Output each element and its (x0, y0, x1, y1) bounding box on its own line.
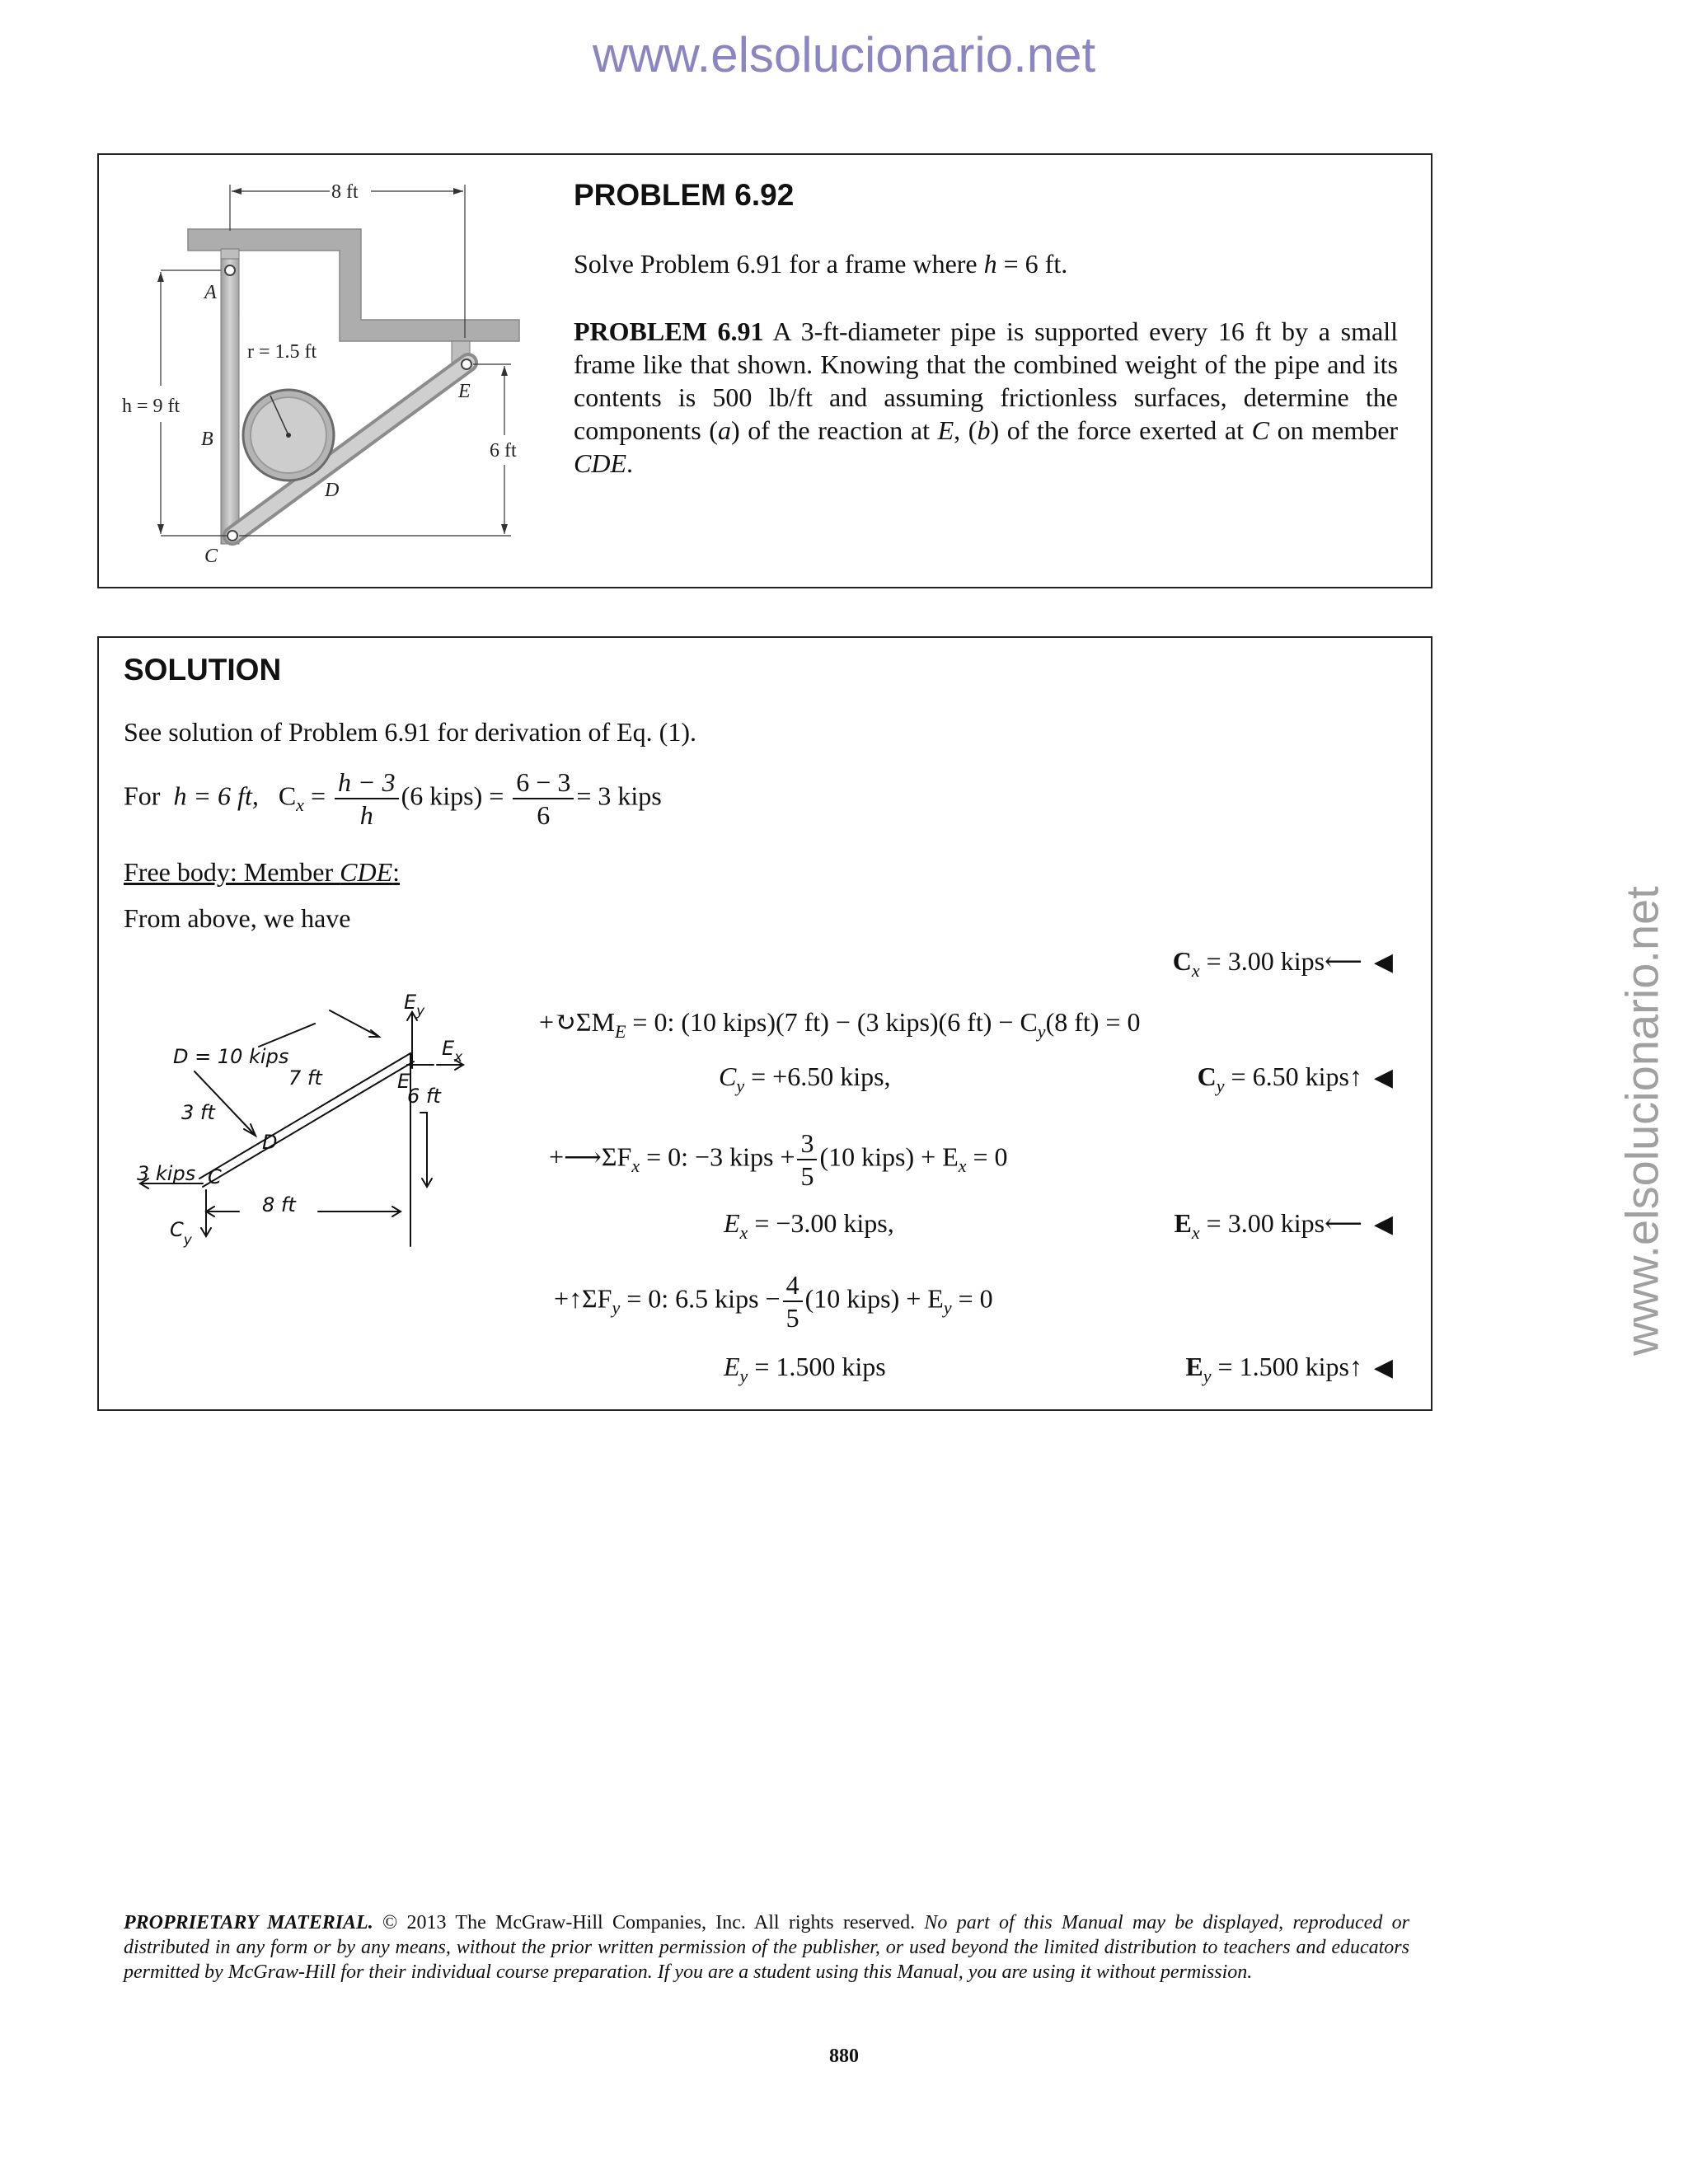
solution-intro: See solution of Problem 6.91 for derivation of Eq. (1). (124, 717, 696, 747)
footer-notice: PROPRIETARY MATERIAL. © 2013 The McGraw-Hill Companies, Inc. All rights reserved. No part of this Manual may be displayed, reproduced or distributed in any form or by any means, without the prior written permission of the publisher, or used beyond the limited distribution to teachers and educators permitted by McGraw-Hill for their individual course preparation. If you are a student using this Manual, you are using it without permission. (124, 1912, 1409, 1983)
answer-cx: $C_x = 3.00$ kips⟵ ◀ (1172, 946, 1393, 981)
watermark-top: www.elsolucionario.net (592, 27, 1096, 82)
pin-E (462, 359, 471, 369)
sketch-8ft: 8 ft (262, 1193, 296, 1216)
label-C: C (204, 546, 218, 567)
sketch-C: C (208, 1165, 222, 1188)
problem-statement: Solve Problem 6.91 for a frame where h = 6 ft. (574, 249, 1068, 279)
page-number: 880 (829, 2046, 859, 2067)
answer-marker: ◀ (1373, 949, 1393, 976)
answer-marker: ◀ (1373, 1064, 1393, 1091)
result-cy: $C_y = +6.50$ kips, (719, 1062, 891, 1096)
dim-top-label: 8 ft (331, 181, 359, 203)
sketch-Cy: $C_y$ (170, 1218, 192, 1249)
eq-force-x: $+⟶\Sigma F_x = 0$: −3 kips + $\frac{3}{5}$ (10 kips) + $E_x = 0$ (549, 1128, 1008, 1191)
freebody-heading: Free body: Member CDE: (124, 857, 401, 887)
h-dim-label: h = 9 ft (122, 396, 181, 417)
answer-marker: ◀ (1373, 1354, 1393, 1381)
result-ey: $E_y = 1.500$ kips (724, 1352, 886, 1386)
eq-force-y: $+↑\Sigma F_y = 0$: 6.5 kips − $\frac{4}{5}$ (10 kips) + $E_y = 0$ (554, 1270, 993, 1333)
answer-marker: ◀ (1373, 1211, 1393, 1238)
sketch-D-load: D = 10 kips (173, 1045, 289, 1068)
sketch-7ft: 7 ft (288, 1066, 322, 1090)
sketch-3ft: 3 ft (181, 1101, 215, 1124)
sketch-Ex: $E_x$ (442, 1037, 463, 1066)
sketch-E: E (397, 1070, 410, 1093)
label-D: D (325, 480, 340, 501)
problem-title: PROBLEM 6.92 (574, 178, 795, 212)
frame-figure (115, 173, 536, 577)
sketch-Ey: $E_y$ (404, 991, 425, 1019)
label-E: E (458, 381, 471, 402)
answer-cy: $C_y = 6.50$ kips↑ ◀ (1197, 1062, 1393, 1096)
label-A: A (204, 282, 217, 303)
pin-C (227, 531, 237, 541)
result-ex: $E_x = -3.00$ kips, (724, 1208, 894, 1243)
sketch-3kips: 3 kips (137, 1162, 196, 1185)
label-B: B (201, 429, 213, 450)
member-ABC (221, 259, 239, 544)
watermark-side: www.elsolucionario.net (1615, 886, 1668, 1356)
answer-ey: $E_y = 1.500$ kips↑ ◀ (1185, 1352, 1393, 1386)
dim-right-label: 6 ft (490, 440, 517, 462)
cx-derivation: For h = 6 ft, $C_x$ = $\frac{h - 3}{h}$ (6 kips) = $\frac{6 - 3}{6}$ = 3 kips (124, 767, 662, 830)
problem-reference: PROBLEM 6.91 A 3-ft-diameter pipe is supported every 16 ft by a small frame like that shown. Knowing that the combined weight of the pipe and its contents is 500 lb/ft and assuming frictionless surfaces, determine the components (a) of the reaction at E, (b) of the force exerted at C on member CDE. (574, 316, 1399, 478)
freebody-sketch (124, 989, 511, 1277)
sketch-6ft: 6 ft (407, 1085, 441, 1108)
radius-label: r = 1.5 ft (247, 341, 317, 363)
solution-title: SOLUTION (124, 653, 282, 687)
from-above: From above, we have (124, 903, 351, 933)
sketch-D: D (262, 1131, 278, 1154)
pin-A (225, 265, 235, 275)
answer-ex: $E_x = 3.00$ kips⟵ ◀ (1174, 1208, 1393, 1243)
eq-moment-E: $+↻\Sigma M_E = 0$: (10 kips)(7 ft) − (3 kips)(6 $ft) - C_y(8$ ft) = 0 (539, 1007, 1141, 1042)
